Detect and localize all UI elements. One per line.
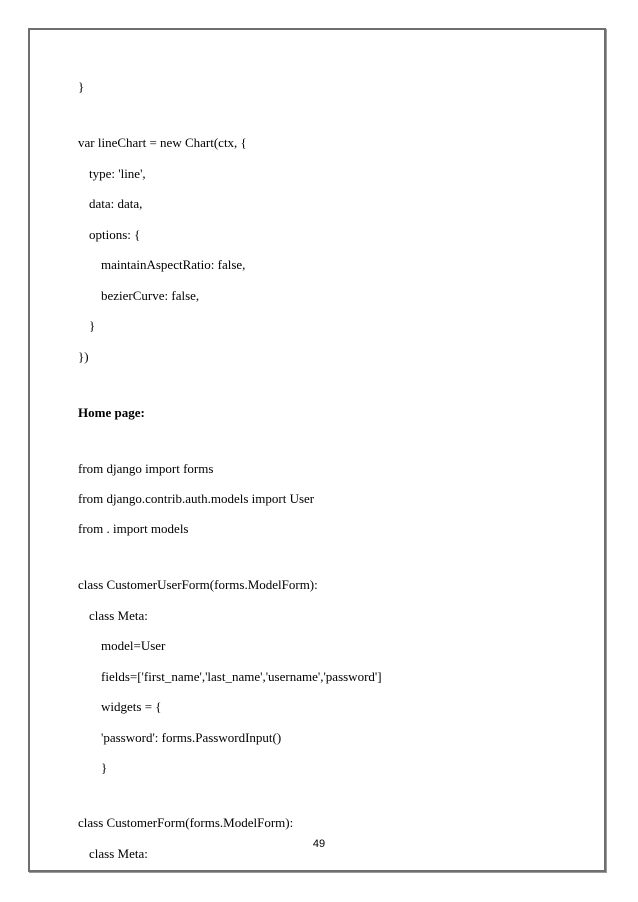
page-number: 49 xyxy=(312,838,326,850)
code-line: } xyxy=(78,79,85,94)
code-line: class CustomerUserForm(forms.ModelForm): xyxy=(78,577,318,592)
code-line: type: 'line', xyxy=(89,166,146,181)
code-line: var lineChart = new Chart(ctx, { xyxy=(78,135,247,150)
code-line: } xyxy=(101,760,108,775)
code-line: class CustomerForm(forms.ModelForm): xyxy=(78,815,294,830)
code-line: } xyxy=(89,318,96,333)
code-line: from django.contrib.auth.models import User xyxy=(78,491,315,506)
code-line: class Meta: xyxy=(89,608,148,623)
code-line: maintainAspectRatio: false, xyxy=(101,257,246,272)
code-line: from . import models xyxy=(78,521,189,536)
code-line: model=User xyxy=(101,638,166,653)
code-line: 'password': forms.PasswordInput() xyxy=(101,730,282,745)
code-line: widgets = { xyxy=(101,699,162,714)
section-heading: Home page: xyxy=(78,405,145,420)
code-line: }) xyxy=(78,349,89,364)
code-line: from django import forms xyxy=(78,461,214,476)
code-line: class Meta: xyxy=(89,846,148,861)
code-line: bezierCurve: false, xyxy=(101,288,200,303)
code-line: options: { xyxy=(89,227,141,242)
code-line: fields=['first_name','last_name','username','password'] xyxy=(101,669,382,684)
code-line: data: data, xyxy=(89,196,143,211)
